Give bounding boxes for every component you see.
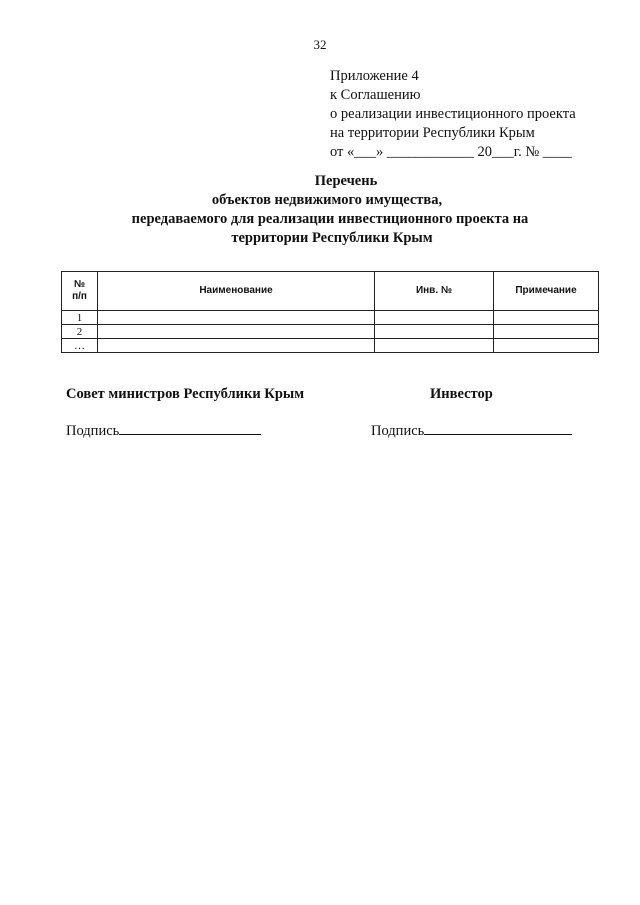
header-number-line-1: № <box>73 279 86 290</box>
row-inventory-number <box>375 339 494 353</box>
signatory-government-title: Совет министров Республики Крым <box>66 386 305 402</box>
signatory-investor-title: Инвестор <box>430 386 493 402</box>
appendix-header <box>330 67 576 162</box>
signature-blank <box>424 422 572 435</box>
header-note: Примечание <box>494 272 599 311</box>
signature-label: Подпись <box>371 423 425 439</box>
title-line-1: Перечень <box>314 173 378 189</box>
appendix-date-line: от «___» ____________ 20___г. № ____ <box>330 144 572 160</box>
document-title <box>0 172 640 248</box>
title-line-3: передаваемого для реализации инвестиционного проекта на <box>131 211 529 227</box>
row-number: 1 <box>62 311 98 325</box>
title-line-4: территории Республики Крым <box>231 230 433 246</box>
row-name <box>98 325 375 339</box>
row-number: … <box>62 339 98 353</box>
row-number: 2 <box>62 325 98 339</box>
header-number-line-2: п/п <box>72 291 87 302</box>
signature-label: Подпись <box>66 423 120 439</box>
signature-blank <box>119 422 261 435</box>
row-name <box>98 311 375 325</box>
row-note <box>494 339 599 353</box>
appendix-line-1: Приложение 4 <box>330 68 419 84</box>
row-name <box>98 339 375 353</box>
page-number: 32 <box>313 37 327 52</box>
appendix-line-4: на территории Республики Крым <box>330 125 535 141</box>
appendix-line-3: о реализации инвестиционного проекта <box>330 106 576 122</box>
header-inventory-number: Инв. № <box>375 272 494 311</box>
header-name: Наименование <box>98 272 375 311</box>
table-row <box>62 325 599 339</box>
table-header-row <box>62 272 599 311</box>
row-inventory-number <box>375 325 494 339</box>
table-row <box>62 339 599 353</box>
signature-line-government <box>66 422 261 440</box>
property-table <box>61 271 599 353</box>
appendix-line-2: к Соглашению <box>330 87 421 103</box>
row-note <box>494 311 599 325</box>
header-number <box>62 272 98 311</box>
row-note <box>494 325 599 339</box>
table-row <box>62 311 599 325</box>
row-inventory-number <box>375 311 494 325</box>
title-line-2: объектов недвижимого имущества, <box>211 192 443 208</box>
signature-line-investor <box>371 422 572 440</box>
